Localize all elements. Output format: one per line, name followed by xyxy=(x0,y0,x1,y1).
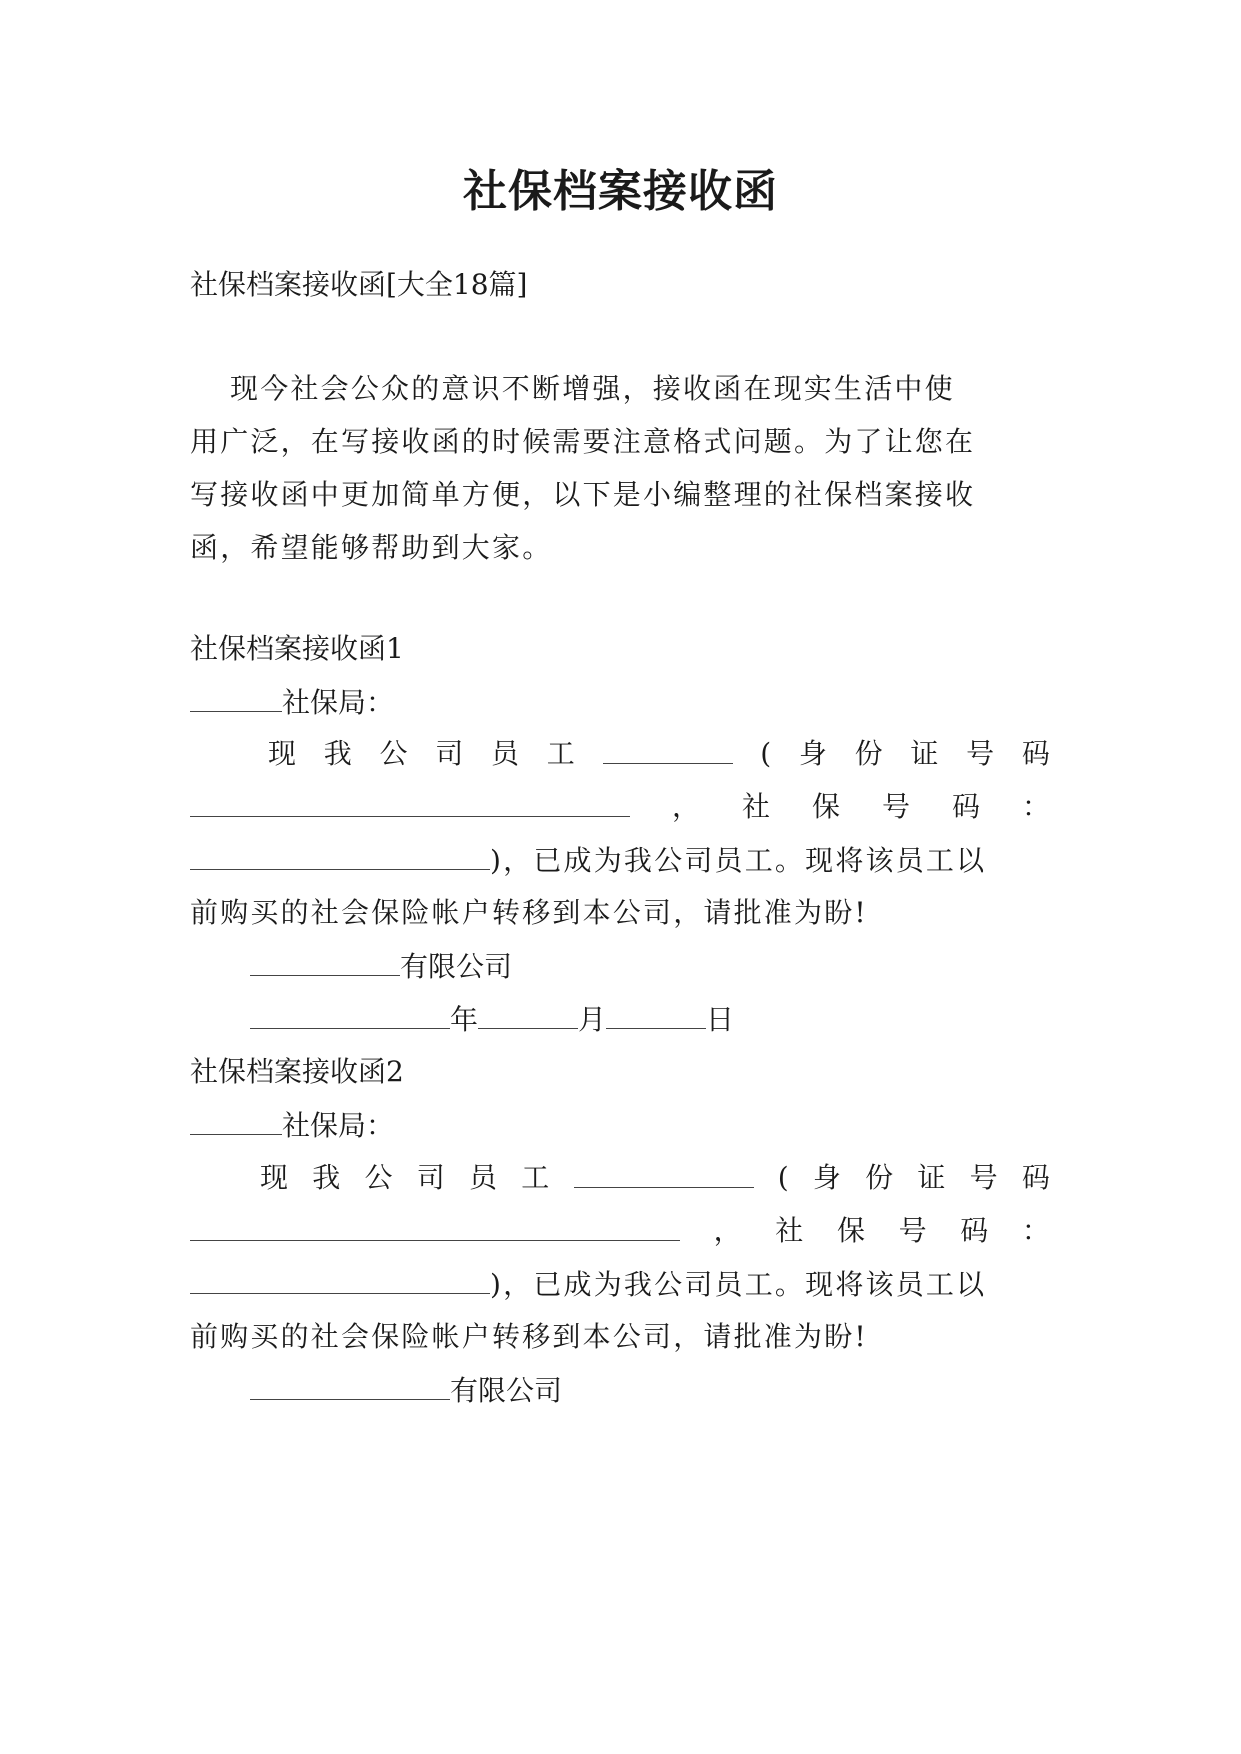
intro-line-4: 函，希望能够帮助到大家。 xyxy=(190,531,553,564)
letter-1-date-line xyxy=(250,1002,734,1037)
text-char: ( xyxy=(760,737,772,770)
text-char: 号 xyxy=(966,737,995,770)
text-char: 份 xyxy=(865,1161,894,1194)
document-subtitle: 社保档案接收函[大全18篇] xyxy=(190,268,528,301)
letter-2-row-3 xyxy=(190,1267,986,1302)
intro-line-2: 用广泛，在写接收函的时候需要注意格式问题。为了让您在 xyxy=(190,425,976,458)
text-char: 现 xyxy=(268,737,297,770)
blank-field xyxy=(190,1108,282,1135)
text-char: 身 xyxy=(812,1161,841,1194)
text-char: ： xyxy=(1021,790,1050,823)
document-title: 社保档案接收函 xyxy=(463,166,778,217)
blank-field xyxy=(250,949,400,976)
date-month-label: 月 xyxy=(578,1003,607,1036)
text-char: 号 xyxy=(898,1214,927,1247)
letter-1-row-1 xyxy=(268,737,1050,771)
blank-field xyxy=(190,790,630,817)
text-char: 公 xyxy=(364,1161,393,1194)
text-char: ： xyxy=(1021,1214,1050,1247)
date-day-label: 日 xyxy=(706,1003,735,1036)
letter-2-row-1 xyxy=(260,1161,1050,1195)
blank-field xyxy=(478,1002,578,1029)
date-year-label: 年 xyxy=(450,1003,479,1036)
text-char: 员 xyxy=(491,737,520,770)
letter-1-company-line xyxy=(250,949,512,984)
text-char: 号 xyxy=(881,790,910,823)
letter-2-heading: 社保档案接收函2 xyxy=(190,1055,404,1088)
letter-2-addressee-line xyxy=(190,1108,394,1143)
letter-1-row-3-text: )，已成为我公司员工。现将该员工以 xyxy=(490,844,987,877)
text-char: 我 xyxy=(312,1161,341,1194)
text-char: 社 xyxy=(741,790,770,823)
text-char: 份 xyxy=(854,737,883,770)
text-char: 身 xyxy=(798,737,827,770)
text-char: ， xyxy=(671,790,700,823)
letter-1-row-2 xyxy=(190,790,1050,824)
text-char: 公 xyxy=(379,737,408,770)
text-char: 现 xyxy=(260,1161,289,1194)
letter-2-row-2 xyxy=(190,1214,1050,1248)
blank-field xyxy=(190,685,282,712)
letter-2-row-3-text: )，已成为我公司员工。现将该员工以 xyxy=(490,1268,987,1301)
blank-field xyxy=(606,1002,706,1029)
letter-1-addressee-line xyxy=(190,685,394,720)
text-char: 工 xyxy=(521,1161,550,1194)
blank-field xyxy=(574,1161,754,1188)
letter-1-row-4: 前购买的社会保险帐户转移到本公司，请批准为盼! xyxy=(190,896,868,929)
text-char: 码 xyxy=(1021,1161,1050,1194)
text-char: 证 xyxy=(917,1161,946,1194)
letter-2-row-4: 前购买的社会保险帐户转移到本公司，请批准为盼! xyxy=(190,1320,868,1353)
text-char: 码 xyxy=(960,1214,989,1247)
letter-1-addressee: 社保局： xyxy=(282,686,395,719)
text-char: 司 xyxy=(435,737,464,770)
letter-2-company: 有限公司 xyxy=(450,1374,563,1407)
blank-field xyxy=(603,737,733,764)
blank-field xyxy=(190,1214,680,1241)
blank-field xyxy=(190,1267,490,1294)
intro-line-3: 写接收函中更加简单方便，以下是小编整理的社保档案接收 xyxy=(190,478,976,511)
text-char: 号 xyxy=(969,1161,998,1194)
text-char: 我 xyxy=(323,737,352,770)
letter-2-addressee: 社保局： xyxy=(282,1109,395,1142)
blank-field xyxy=(190,843,490,870)
text-char: 保 xyxy=(836,1214,865,1247)
text-char: 员 xyxy=(469,1161,498,1194)
text-char: 码 xyxy=(951,790,980,823)
text-char: 码 xyxy=(1021,737,1050,770)
letter-1-company: 有限公司 xyxy=(400,950,513,983)
blank-field xyxy=(250,1373,450,1400)
intro-line-1: 现今社会公众的意识不断增强，接收函在现实生活中使 xyxy=(230,372,955,405)
text-char: 保 xyxy=(811,790,840,823)
letter-1-heading: 社保档案接收函1 xyxy=(190,632,404,665)
text-char: ( xyxy=(777,1161,789,1194)
text-char: 司 xyxy=(416,1161,445,1194)
text-char: 工 xyxy=(546,737,575,770)
blank-field xyxy=(250,1002,450,1029)
text-char: ， xyxy=(713,1214,742,1247)
text-char: 社 xyxy=(775,1214,804,1247)
text-char: 证 xyxy=(910,737,939,770)
letter-2-company-line xyxy=(250,1373,562,1408)
letter-1-row-3 xyxy=(190,843,986,878)
